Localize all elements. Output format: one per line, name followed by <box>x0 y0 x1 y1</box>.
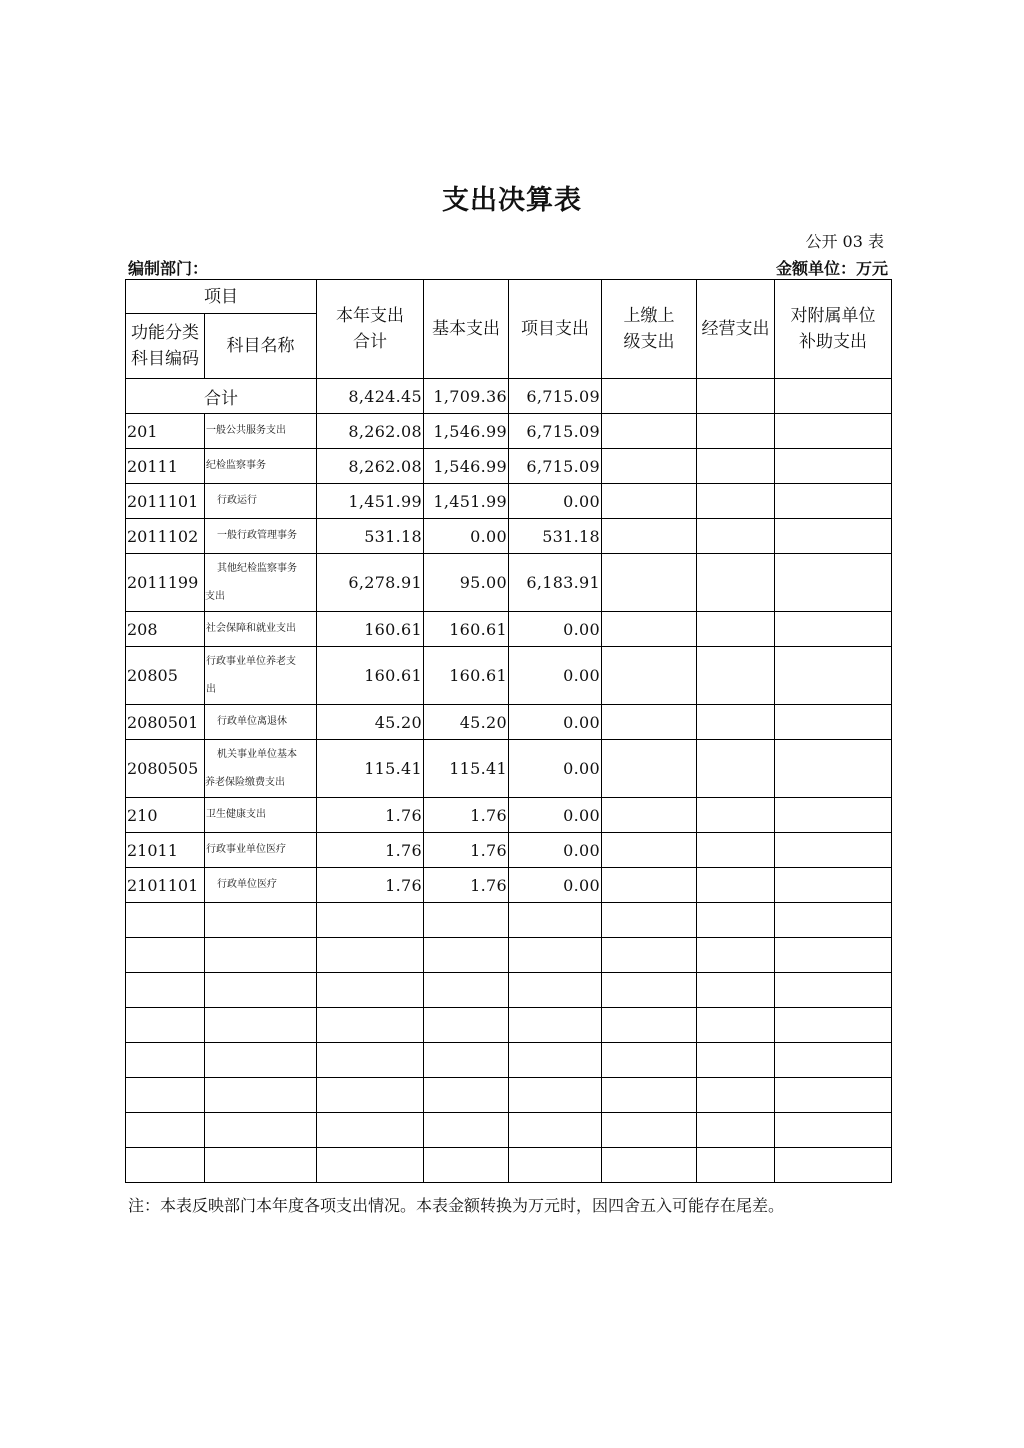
business-cell <box>697 612 775 647</box>
basic-cell: 160.61 <box>424 647 509 705</box>
upper-cell <box>602 519 697 554</box>
empty-cell <box>317 938 424 973</box>
business-cell <box>697 705 775 740</box>
empty-cell <box>317 1008 424 1043</box>
name-cell <box>205 740 317 798</box>
empty-row <box>126 1148 892 1183</box>
empty-cell <box>126 1008 205 1043</box>
empty-cell <box>317 903 424 938</box>
empty-cell <box>602 1008 697 1043</box>
empty-cell <box>602 938 697 973</box>
subsidy-cell <box>775 484 892 519</box>
name-cell <box>205 449 317 484</box>
table-row <box>126 798 892 833</box>
code-cell: 20111 <box>126 449 205 484</box>
subsidy-cell <box>775 833 892 868</box>
upper-cell <box>602 647 697 705</box>
project-cell: 0.00 <box>509 740 602 798</box>
subsidy-cell <box>775 868 892 903</box>
business-cell <box>697 833 775 868</box>
empty-row <box>126 903 892 938</box>
basic-cell: 1,451.99 <box>424 484 509 519</box>
upper-cell <box>602 379 697 414</box>
empty-cell <box>126 1043 205 1078</box>
total-label: 合计 <box>126 379 317 414</box>
empty-cell <box>424 973 509 1008</box>
table-row <box>126 740 892 798</box>
name-line: 出 <box>206 683 216 695</box>
empty-cell <box>509 1148 602 1183</box>
code-cell: 2080501 <box>126 705 205 740</box>
total-cell: 1,451.99 <box>317 484 424 519</box>
empty-cell <box>775 903 892 938</box>
subsidy-cell <box>775 647 892 705</box>
empty-row <box>126 938 892 973</box>
subsidy-cell <box>775 612 892 647</box>
empty-cell <box>775 973 892 1008</box>
header-basic: 基本支出 <box>424 280 509 379</box>
code-cell: 2011102 <box>126 519 205 554</box>
subsidy-cell <box>775 414 892 449</box>
empty-cell <box>602 1148 697 1183</box>
name-line: 一般行政管理事务 <box>217 530 297 541</box>
project-cell: 0.00 <box>509 612 602 647</box>
empty-row <box>126 1078 892 1113</box>
empty-row <box>126 1008 892 1043</box>
empty-cell <box>126 1078 205 1113</box>
table-row <box>126 519 892 554</box>
total-cell: 1.76 <box>317 868 424 903</box>
upper-cell <box>602 798 697 833</box>
total-cell: 8,262.08 <box>317 414 424 449</box>
empty-cell <box>126 1113 205 1148</box>
empty-cell <box>775 1148 892 1183</box>
name-line: 行政事业单位养老支 <box>206 655 296 667</box>
upper-cell <box>602 449 697 484</box>
empty-cell <box>697 973 775 1008</box>
footnote: 注：本表反映部门本年度各项支出情况。本表金额转换为万元时，因四舍五入可能存在尾差。 <box>128 1196 785 1215</box>
empty-cell <box>317 1113 424 1148</box>
table-row <box>126 612 892 647</box>
header-total: 本年支出 合计 <box>317 280 424 379</box>
basic-cell: 0.00 <box>424 519 509 554</box>
department-label: 编制部门： <box>128 259 209 278</box>
total-cell: 45.20 <box>317 705 424 740</box>
header-business: 经营支出 <box>697 280 775 379</box>
project-cell: 0.00 <box>509 833 602 868</box>
empty-cell <box>509 1113 602 1148</box>
name-cell <box>205 414 317 449</box>
unit-label: 金额单位：万元 <box>775 259 888 278</box>
business-cell <box>697 798 775 833</box>
empty-cell <box>205 903 317 938</box>
upper-cell <box>602 484 697 519</box>
code-cell: 210 <box>126 798 205 833</box>
basic-cell: 115.41 <box>424 740 509 798</box>
upper-cell <box>602 740 697 798</box>
table-row <box>126 647 892 705</box>
project-cell: 6,715.09 <box>509 449 602 484</box>
basic-cell: 95.00 <box>424 554 509 612</box>
name-cell <box>205 554 317 612</box>
header-project: 项目支出 <box>509 280 602 379</box>
empty-cell <box>697 1078 775 1113</box>
name-cell <box>205 833 317 868</box>
upper-cell <box>602 833 697 868</box>
subsidy-cell <box>775 740 892 798</box>
total-cell: 8,262.08 <box>317 449 424 484</box>
code-cell: 2101101 <box>126 868 205 903</box>
empty-cell <box>509 938 602 973</box>
project-cell: 0.00 <box>509 868 602 903</box>
table-row <box>126 868 892 903</box>
name-cell <box>205 484 317 519</box>
basic-cell: 1,709.36 <box>424 379 509 414</box>
name-line: 一般公共服务支出 <box>206 425 286 436</box>
upper-cell <box>602 868 697 903</box>
name-line: 行政单位离退休 <box>217 716 287 727</box>
basic-cell: 160.61 <box>424 612 509 647</box>
header-upper: 上缴上 级支出 <box>602 280 697 379</box>
empty-cell <box>317 1043 424 1078</box>
empty-cell <box>697 903 775 938</box>
code-cell: 2080505 <box>126 740 205 798</box>
upper-cell <box>602 414 697 449</box>
subsidy-cell <box>775 519 892 554</box>
empty-cell <box>424 1078 509 1113</box>
upper-cell <box>602 612 697 647</box>
project-cell: 0.00 <box>509 484 602 519</box>
project-cell: 6,715.09 <box>509 414 602 449</box>
empty-row <box>126 1043 892 1078</box>
expenditure-table <box>125 279 892 1183</box>
empty-cell <box>602 1043 697 1078</box>
name-line: 机关事业单位基本 <box>217 748 297 760</box>
page-title: 支出决算表 <box>442 185 582 216</box>
total-cell: 1.76 <box>317 798 424 833</box>
business-cell <box>697 449 775 484</box>
name-line: 社会保障和就业支出 <box>206 623 296 634</box>
table-header <box>126 280 892 379</box>
business-cell <box>697 484 775 519</box>
business-cell <box>697 868 775 903</box>
table-number: 公开 03 表 <box>805 232 884 251</box>
empty-cell <box>509 1008 602 1043</box>
empty-cell <box>602 903 697 938</box>
empty-cell <box>205 938 317 973</box>
code-cell: 21011 <box>126 833 205 868</box>
empty-row <box>126 1113 892 1148</box>
empty-cell <box>697 1113 775 1148</box>
basic-cell: 1.76 <box>424 868 509 903</box>
name-line: 其他纪检监察事务 <box>217 562 297 574</box>
empty-cell <box>775 1113 892 1148</box>
subsidy-cell <box>775 449 892 484</box>
business-cell <box>697 379 775 414</box>
empty-cell <box>126 938 205 973</box>
empty-cell <box>697 1008 775 1043</box>
total-cell: 160.61 <box>317 612 424 647</box>
total-cell: 160.61 <box>317 647 424 705</box>
total-row <box>126 379 892 414</box>
header-subsidy: 对附属单位 补助支出 <box>775 280 892 379</box>
subsidy-cell <box>775 798 892 833</box>
empty-cell <box>775 1078 892 1113</box>
upper-cell <box>602 554 697 612</box>
name-cell <box>205 798 317 833</box>
empty-cell <box>317 1078 424 1113</box>
business-cell <box>697 414 775 449</box>
business-cell <box>697 740 775 798</box>
project-cell: 0.00 <box>509 798 602 833</box>
empty-cell <box>424 938 509 973</box>
empty-cell <box>697 938 775 973</box>
name-line: 支出 <box>205 590 225 602</box>
empty-cell <box>205 1043 317 1078</box>
empty-cell <box>509 1078 602 1113</box>
empty-cell <box>424 903 509 938</box>
table-row <box>126 833 892 868</box>
empty-cell <box>205 1148 317 1183</box>
table-row <box>126 705 892 740</box>
basic-cell: 1,546.99 <box>424 449 509 484</box>
empty-cell <box>775 938 892 973</box>
project-cell: 0.00 <box>509 647 602 705</box>
subsidy-cell <box>775 379 892 414</box>
empty-cell <box>697 1148 775 1183</box>
empty-row <box>126 973 892 1008</box>
empty-cell <box>424 1008 509 1043</box>
empty-cell <box>126 973 205 1008</box>
empty-cell <box>317 1148 424 1183</box>
table-body <box>126 379 892 1183</box>
total-cell: 1.76 <box>317 833 424 868</box>
project-cell: 6,715.09 <box>509 379 602 414</box>
header-item: 项目 <box>126 280 317 314</box>
basic-cell: 1.76 <box>424 833 509 868</box>
basic-cell: 1,546.99 <box>424 414 509 449</box>
total-cell: 531.18 <box>317 519 424 554</box>
table-row <box>126 484 892 519</box>
code-cell: 20805 <box>126 647 205 705</box>
empty-cell <box>317 973 424 1008</box>
name-cell <box>205 519 317 554</box>
business-cell <box>697 554 775 612</box>
subsidy-cell <box>775 554 892 612</box>
basic-cell: 45.20 <box>424 705 509 740</box>
name-cell <box>205 612 317 647</box>
name-line: 行政运行 <box>217 495 257 506</box>
empty-cell <box>126 903 205 938</box>
empty-cell <box>205 1008 317 1043</box>
basic-cell: 1.76 <box>424 798 509 833</box>
empty-cell <box>602 1078 697 1113</box>
code-cell: 208 <box>126 612 205 647</box>
table-row <box>126 414 892 449</box>
empty-cell <box>509 1043 602 1078</box>
empty-cell <box>205 1113 317 1148</box>
empty-cell <box>205 1078 317 1113</box>
empty-cell <box>775 1043 892 1078</box>
name-line: 卫生健康支出 <box>206 809 266 820</box>
total-cell: 6,278.91 <box>317 554 424 612</box>
empty-cell <box>424 1148 509 1183</box>
subsidy-cell <box>775 705 892 740</box>
empty-cell <box>424 1043 509 1078</box>
project-cell: 531.18 <box>509 519 602 554</box>
name-line: 养老保险缴费支出 <box>205 776 285 788</box>
table-row <box>126 449 892 484</box>
total-cell: 115.41 <box>317 740 424 798</box>
empty-cell <box>602 1113 697 1148</box>
name-line: 纪检监察事务 <box>206 460 266 471</box>
total-cell: 8,424.45 <box>317 379 424 414</box>
empty-cell <box>424 1113 509 1148</box>
project-cell: 6,183.91 <box>509 554 602 612</box>
empty-cell <box>697 1043 775 1078</box>
name-line: 行政单位医疗 <box>217 879 277 890</box>
project-cell: 0.00 <box>509 705 602 740</box>
empty-cell <box>126 1148 205 1183</box>
name-line: 行政事业单位医疗 <box>206 844 286 855</box>
empty-cell <box>509 903 602 938</box>
code-cell: 201 <box>126 414 205 449</box>
code-cell: 2011101 <box>126 484 205 519</box>
name-cell <box>205 868 317 903</box>
code-cell: 2011199 <box>126 554 205 612</box>
empty-cell <box>602 973 697 1008</box>
empty-cell <box>205 973 317 1008</box>
empty-cell <box>775 1008 892 1043</box>
business-cell <box>697 519 775 554</box>
upper-cell <box>602 705 697 740</box>
business-cell <box>697 647 775 705</box>
table-row <box>126 554 892 612</box>
empty-cell <box>509 973 602 1008</box>
name-cell <box>205 647 317 705</box>
header-func-code: 功能分类 科目编码 <box>126 314 205 379</box>
name-cell <box>205 705 317 740</box>
header-subject-name: 科目名称 <box>205 314 317 379</box>
